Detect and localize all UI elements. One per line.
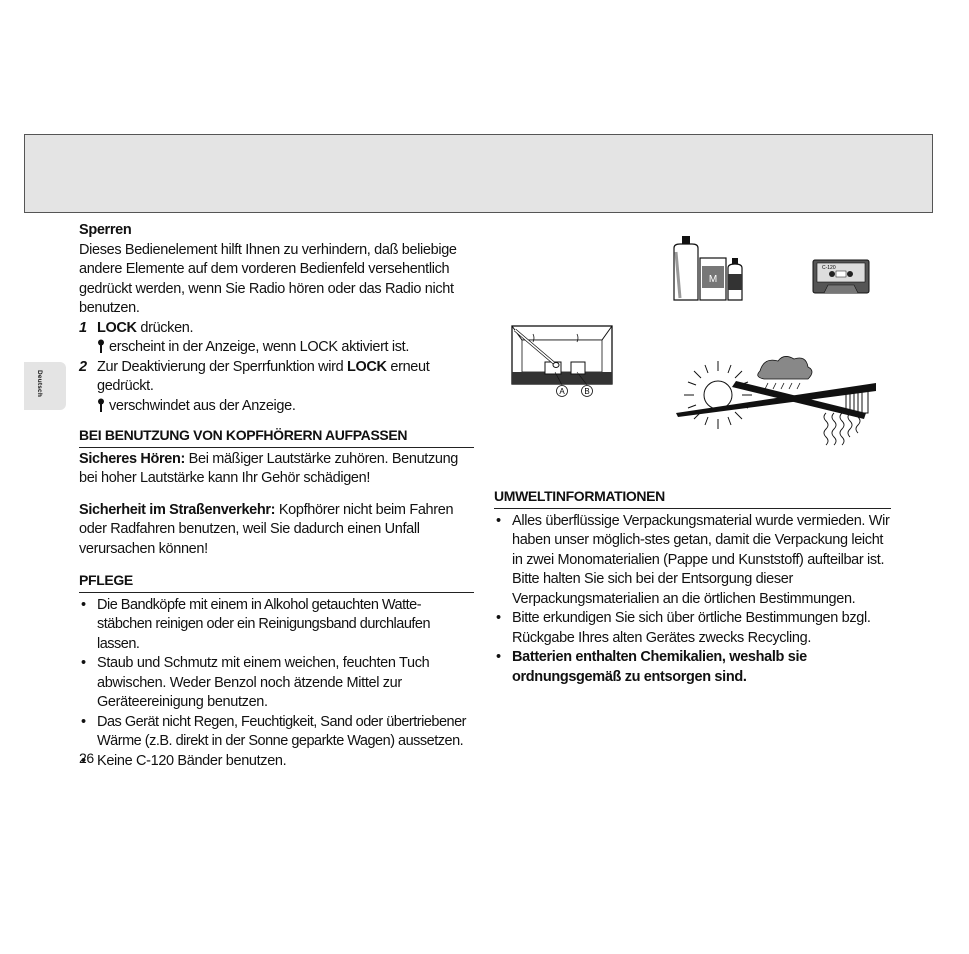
list-item: • Die Bandköpfe mit einem in Alkohol getauchten Watte-stäbchen reinigen oder ein Reinigungsband durchlaufen lassen.	[79, 596, 474, 655]
list-item: • Batterien enthalten Chemikalien, weshalb sie ordnungsgemäß zu entsorgen sind.	[494, 648, 891, 687]
sperren-title: Sperren	[79, 222, 132, 238]
list-item: • Alles überflüssige Verpackungsmaterial wurde vermieden. Wir haben unser möglich-stes getan, damit die Verpackung leicht in zwei Monomaterialien (Pappe und Kunststoff) aufteilbar ist. Bitte halten Sie sich bei der Entsorgung dieser Verpackungsmaterialien an die örtlichen Bestimmungen.	[494, 512, 891, 610]
right-column	[494, 487, 891, 687]
step-2-text-b: erneut gedrückt.	[97, 358, 430, 394]
head-label-b: B	[584, 387, 590, 396]
list-item: • Bitte erkundigen Sie sich über örtliche Bestimmungen bzgl. Rückgabe Ihres alten Gerätes zwecks Recycling.	[494, 609, 891, 648]
pflege-list	[79, 596, 474, 772]
page-number: 26	[79, 750, 94, 766]
key-icon	[97, 339, 105, 353]
step-1-result: erscheint in der Anzeige, wenn LOCK aktiviert ist.	[79, 338, 474, 358]
kopfhoerer-p1: Sicheres Hören: Bei mäßiger Lautstärke zuhören. Benutzung bei hoher Lautstärke kann Ihr Gehör schädigen!	[79, 450, 459, 486]
language-tab-label: Deutsch	[36, 370, 43, 398]
step-1	[79, 319, 474, 339]
head-label-a: A	[559, 387, 565, 396]
umwelt-list	[494, 512, 891, 688]
pflege-heading: PFLEGE	[79, 571, 474, 593]
list-item: • Keine C-120 Bänder benutzen.	[79, 752, 474, 772]
cassette-label: C-120	[822, 265, 836, 271]
umwelt-heading: UMWELTINFORMATIONEN	[494, 487, 891, 509]
svg-text:M: M	[708, 274, 718, 285]
step-1-text: drücken.	[140, 319, 194, 336]
kopfhoerer-p2: Sicherheit im Straßenverkehr: Kopfhörer nicht beim Fahren oder Radfahren benutzen, weil Sie dadurch einen Unfall verursachen können!	[79, 501, 454, 557]
step-2	[79, 358, 474, 397]
chemicals-bottles-illustration	[670, 236, 752, 304]
step-1-number: 1	[79, 319, 87, 336]
cassette-icon	[812, 259, 870, 294]
lock-key-label: LOCK	[97, 319, 137, 336]
lock-key-label-2: LOCK	[347, 358, 387, 375]
key-icon	[97, 398, 105, 412]
step-2-number: 2	[79, 358, 87, 375]
header-band	[24, 134, 933, 213]
tape-head-cleaning-illustration	[505, 322, 615, 400]
list-item: • Staub und Schmutz mit einem weichen, feuchten Tuch abwischen. Weder Benzol noch ätzende Mittel zur Geräteereinigung benutzen.	[79, 654, 474, 713]
list-item: • Das Gerät nicht Regen, Feuchtigkeit, Sand oder übertriebener Wärme (z.B. direkt in der Sonne geparkte Wagen) aussetzen.	[79, 713, 474, 752]
sperren-intro: Dieses Bedienelement hilft Ihnen zu verhindern, daß beliebige andere Elemente auf dem vorderen Bedienfeld versehentlich gedrückt werden, wenn Sie Radio hören oder das Radio nicht benutzen.	[79, 241, 457, 316]
step-2-result: verschwindet aus der Anzeige.	[79, 397, 474, 417]
step-2-text-a: Zur Deaktivierung der Sperrfunktion wird	[97, 358, 344, 375]
left-column	[79, 221, 474, 771]
kopfhoerer-heading: BEI BENUTZUNG VON KOPFHÖRERN AUFPASSEN	[79, 426, 474, 448]
no-heat-no-rain-illustration	[676, 353, 886, 463]
language-tab	[24, 362, 66, 410]
